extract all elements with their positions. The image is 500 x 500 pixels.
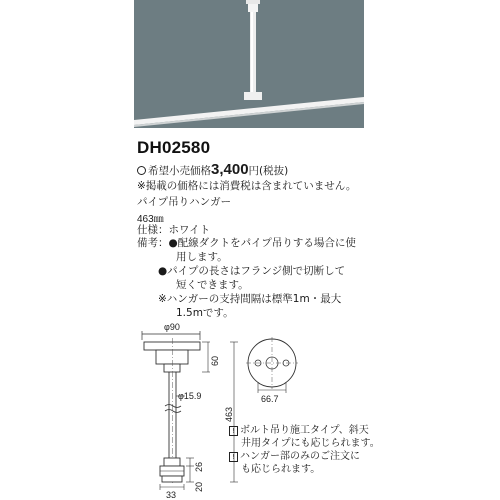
dim-hole-pitch: 66.7: [261, 394, 279, 404]
price-suffix: 円(税抜): [248, 165, 289, 177]
note-line: [229, 450, 360, 463]
note-text: ボルト吊り施工タイプ、斜天: [240, 425, 369, 436]
product-photo: [134, 0, 364, 128]
dim-end-a: 26: [194, 461, 204, 472]
remark-line: 1.5mです。: [176, 307, 234, 319]
product-spec: 仕様：ホワイト: [137, 224, 211, 236]
note-line: 井用タイプにも応じられます。: [241, 438, 380, 449]
note-mark-icon: !: [229, 452, 238, 462]
remark-line: 用します。: [176, 251, 228, 263]
note-mark-icon: !: [229, 426, 238, 436]
dim-flange-dia: φ90: [164, 322, 180, 332]
product-length: 463㎜: [137, 214, 164, 225]
dim-end-b: 20: [194, 481, 204, 492]
remark-line: ●パイプの長さはフランジ側で切断して: [158, 265, 346, 277]
note-text: ハンガー部のみのご注文に: [240, 451, 360, 462]
dim-pipe-dia: φ15.9: [178, 391, 202, 401]
price-prefix: 希望小売価格: [148, 165, 211, 177]
price-line: [137, 163, 288, 178]
price-value: 3,400: [211, 161, 249, 178]
remark-line: ※ハンガーの支持間隔は標準1m・最大: [158, 293, 342, 305]
note-line: も応じられます。: [241, 464, 321, 475]
product-name: パイプ吊りハンガー: [137, 196, 232, 208]
note-line: [229, 424, 369, 437]
remark-line: 短くできます。: [176, 279, 249, 291]
hanger-photo-illustration: [134, 0, 364, 128]
dim-total-length: 463: [224, 406, 234, 422]
dim-width: 33: [166, 490, 177, 498]
remark-line: 備考：●配線ダクトをパイプ吊りする場合に使: [137, 237, 356, 249]
product-code: DH02580: [137, 138, 211, 157]
tax-note: ※掲載の価格には消費税は含まれていません。: [137, 180, 357, 192]
dim-flange-h: 60: [210, 355, 220, 366]
circle-mark-icon: [137, 166, 146, 175]
